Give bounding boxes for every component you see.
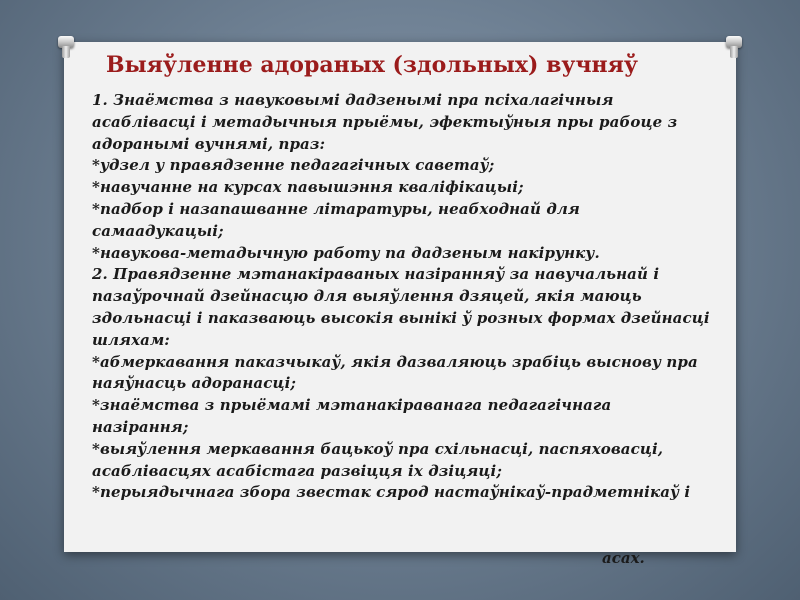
body-line: 2. Правядзенне мэтанакіраваных назіранняў за навучальнай і bbox=[92, 265, 660, 284]
body-line: асаблівасцях асабістага развіцця іх дзіцяці; bbox=[92, 461, 502, 480]
body-line: самаадукацыі; bbox=[92, 221, 224, 240]
body-line: *удзел у правядзенне педагагічных саветаў; bbox=[92, 156, 495, 175]
body-line: асаблівасці і метадычныя прыёмы, эфектыўныя пры рабоце з bbox=[92, 112, 678, 131]
overflow-text-line bbox=[92, 551, 652, 565]
body-line: шляхам: bbox=[92, 330, 170, 349]
slide-body bbox=[92, 90, 710, 504]
body-line: здольнасці і паказваюць высокія вынікі ў розных формах дзейнасці bbox=[92, 308, 710, 327]
body-line: *знаёмства з прыёмамі мэтанакіраванага педагагічнага bbox=[92, 396, 612, 415]
pushpin-left-icon bbox=[58, 36, 74, 58]
body-line: *падбор і назапашванне літаратуры, неабходнай для bbox=[92, 199, 580, 218]
body-line: наяўнасць адоранасці; bbox=[92, 374, 297, 393]
body-line: пазаўрочнай дзейнасцю для выяўлення дзяцей, якія маюць bbox=[92, 287, 642, 306]
body-line: адоранымі вучнямі, праз: bbox=[92, 134, 326, 153]
pushpin-right-icon bbox=[726, 36, 742, 58]
body-line: 1. Знаёмства з навуковымі дадзенымі пра псіхалагічныя bbox=[92, 91, 614, 109]
body-line: назірання; bbox=[92, 417, 189, 436]
body-line: *перыядычнага збора звестак сярод настаўнікаў-прадметнікаў і bbox=[92, 483, 691, 502]
body-line: *абмеркавання паказчыкаў, якія дазваляюць зрабіць выснову пра bbox=[92, 352, 698, 371]
body-line: *навукова-метадычную работу па дадзеным накірунку. bbox=[92, 243, 600, 262]
body-line: *навучанне на курсах павышэння кваліфікацыі; bbox=[92, 178, 524, 197]
last-line-tail: асах. bbox=[602, 551, 645, 565]
body-line: *выяўлення меркавання бацькоў пра схільнасці, паспяховасці, bbox=[92, 439, 664, 458]
slide-title: Выяўленне адораных (здольных) вучняў bbox=[106, 52, 638, 78]
